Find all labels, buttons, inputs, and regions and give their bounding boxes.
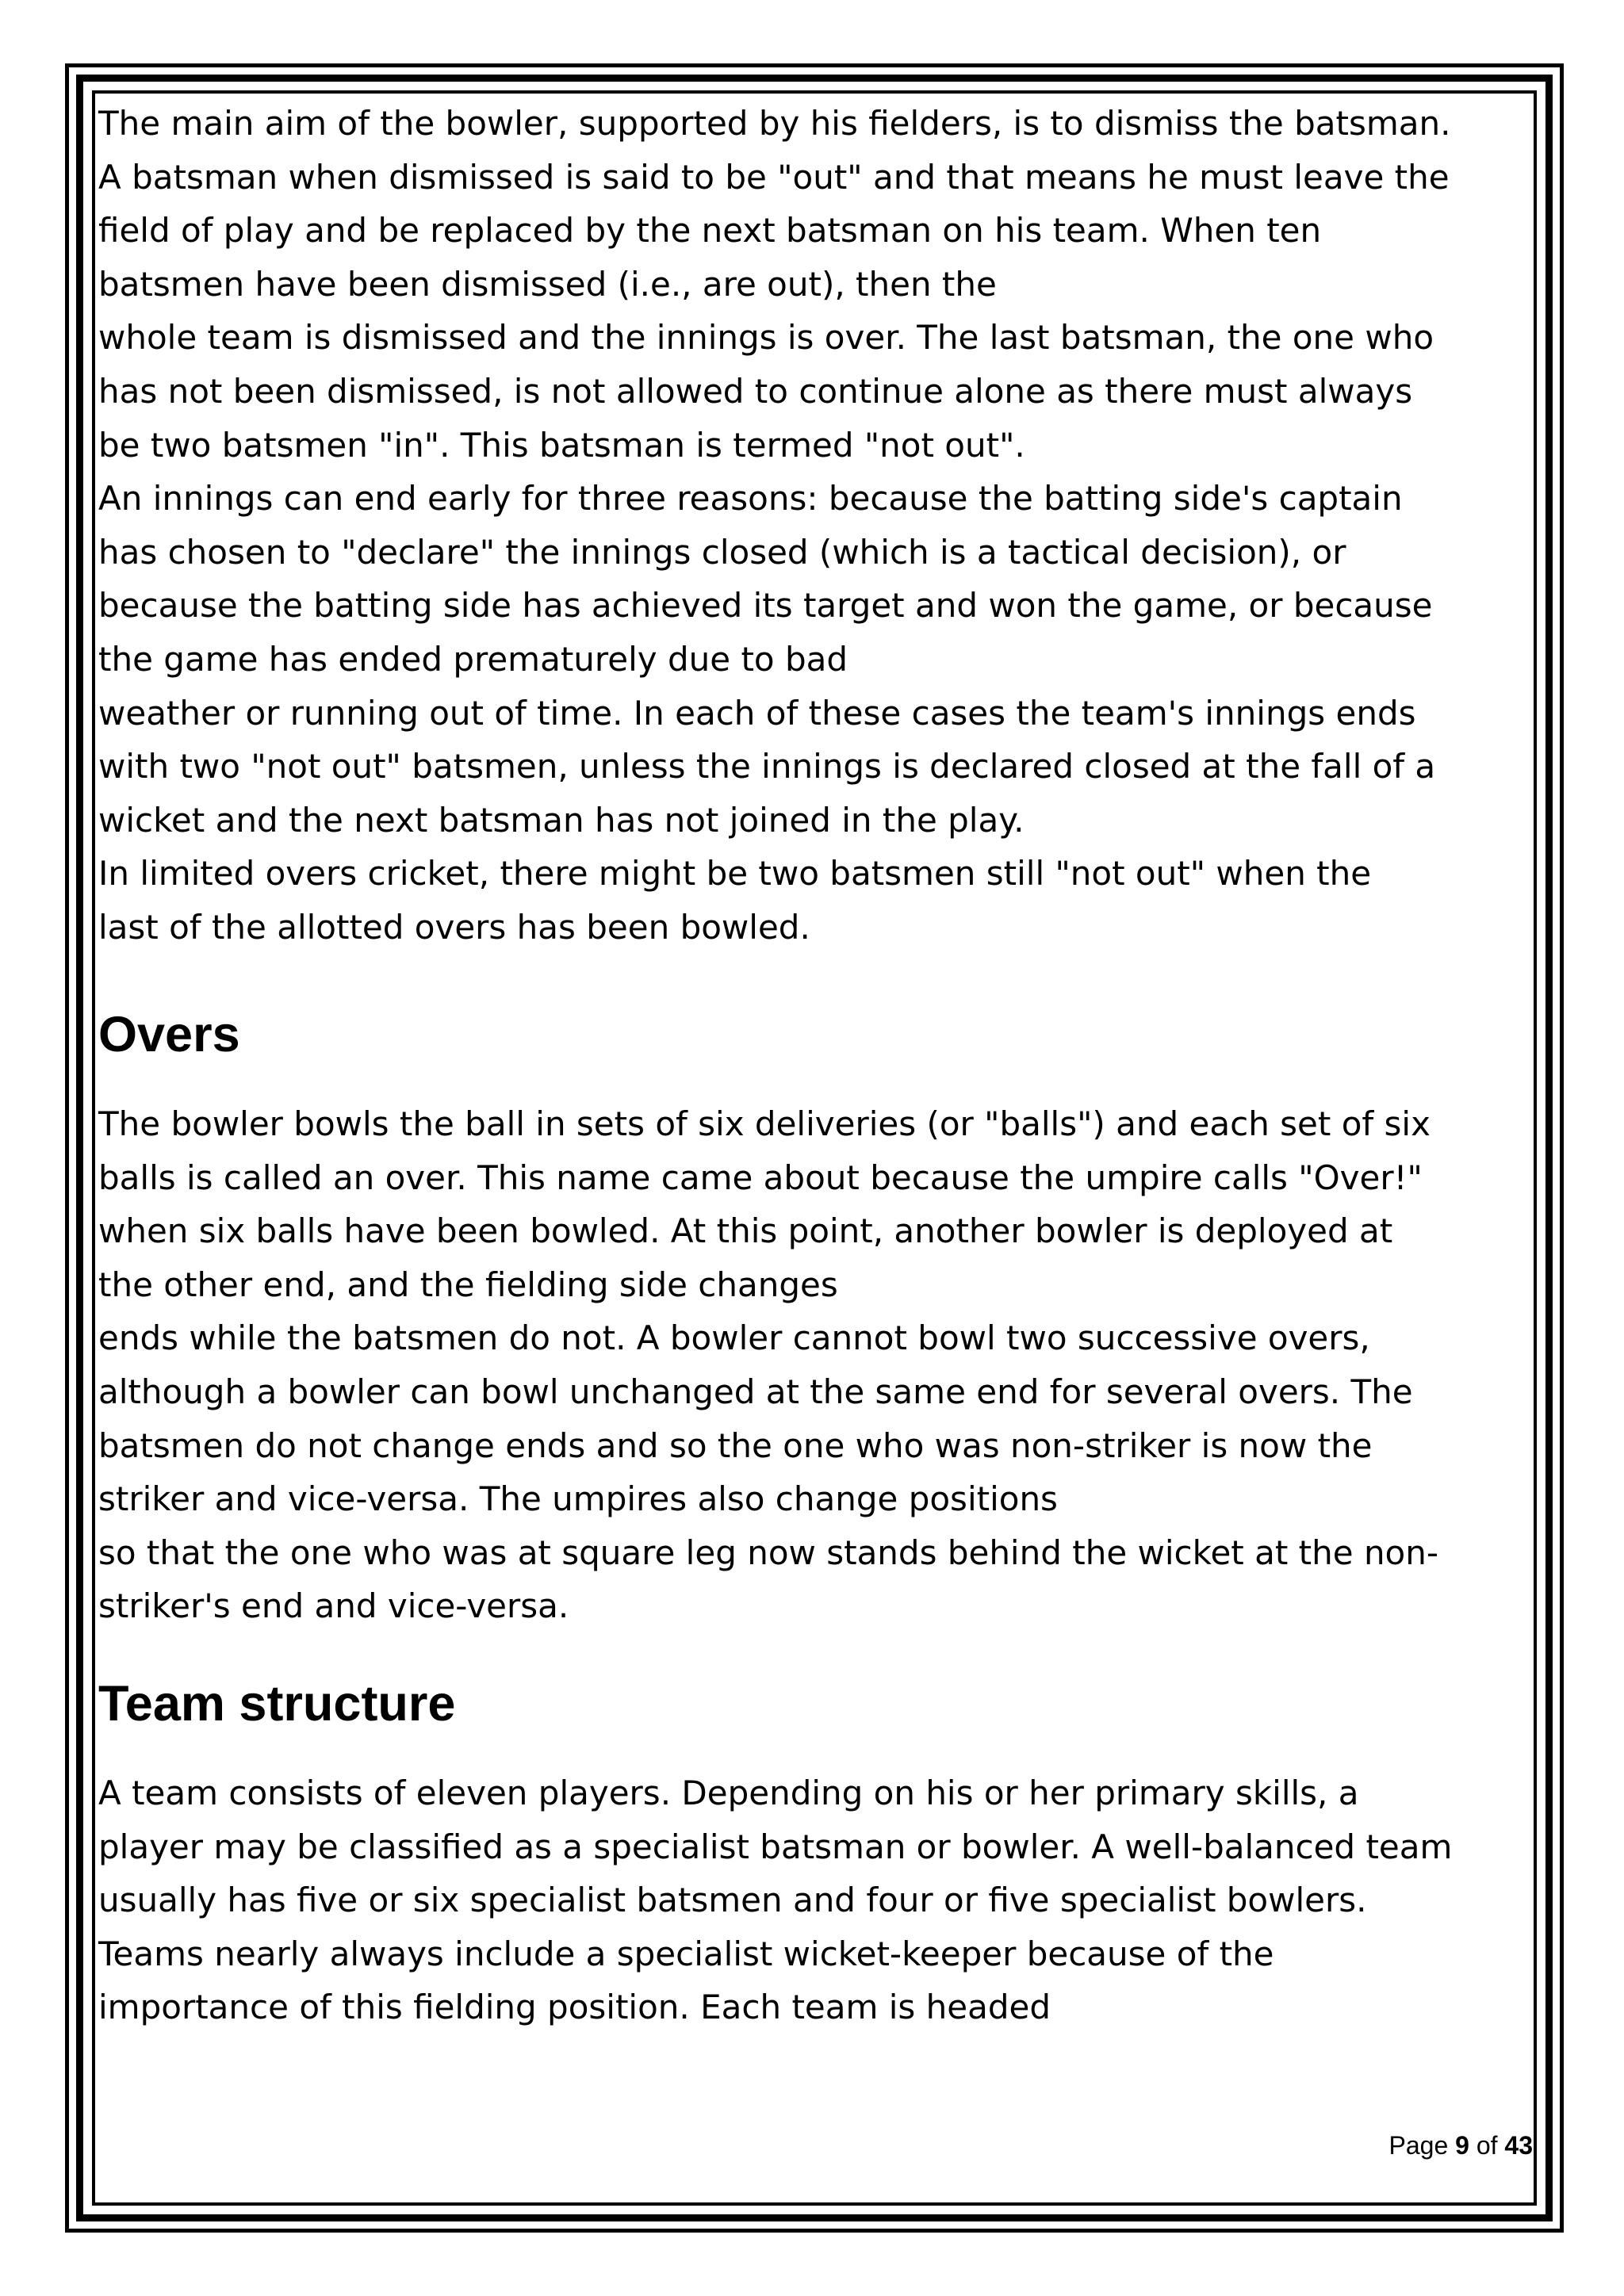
paragraph-line: whole team is dismissed and the innings is over. The last batsman, the one who (98, 318, 1434, 358)
page-number-prefix: Page (1388, 2131, 1449, 2160)
paragraph-line: field of play and be replaced by the next batsman on his team. When ten (98, 211, 1322, 251)
paragraph-line: A team consists of eleven players. Depending on his or her primary skills, a (98, 1774, 1359, 1812)
paragraph-line: be two batsmen "in". This batsman is termed "not out". (98, 425, 1025, 465)
page-number-current: 9 (1455, 2131, 1469, 2160)
paragraph-line: striker and vice-versa. The umpires also change positions (98, 1479, 1058, 1519)
paragraph-line: player may be classified as a specialist batsman or bowler. A well-balanced team (98, 1827, 1453, 1866)
paragraph-line: The main aim of the bowler, supported by his fielders, is to dismiss the batsman. (98, 104, 1451, 143)
page-number (1389, 2131, 1533, 2160)
paragraph-line: importance of this fielding position. Each team is headed (98, 1988, 1051, 2027)
section-heading-team-structure: Team structure (98, 1676, 456, 1732)
paragraph-line: batsmen do not change ends and so the one who was non-striker is now the (98, 1425, 1373, 1465)
paragraph-line: batsmen have been dismissed (i.e., are out), then the (98, 264, 997, 304)
overs-paragraph (98, 1097, 1438, 1633)
team-structure-paragraph (98, 1766, 1452, 2034)
paragraph-line: Teams nearly always include a specialist wicket-keeper because of the (98, 1934, 1274, 1973)
paragraph-line: A batsman when dismissed is said to be "out" and that means he must leave the (98, 157, 1450, 197)
paragraph-line: the game has ended prematurely due to bad (98, 639, 848, 679)
paragraph-line: In limited overs cricket, there might be two batsmen still "not out" when the (98, 854, 1372, 894)
paragraph-line: so that the one who was at square leg now stands behind the wicket at the non- (98, 1533, 1439, 1572)
paragraph-line: balls is called an over. This name came about because the umpire calls "Over!" (98, 1158, 1423, 1197)
paragraph-line: has not been dismissed, is not allowed to continue alone as there must always (98, 371, 1413, 411)
page-number-total: 43 (1504, 2131, 1533, 2160)
paragraph-line: weather or running out of time. In each of these cases the team's innings ends (98, 693, 1416, 733)
paragraph-line: last of the allotted overs has been bowled. (98, 907, 810, 947)
paragraph-line: when six balls have been bowled. At this point, another bowler is deployed at (98, 1211, 1393, 1251)
paragraph-line: has chosen to "declare" the innings closed (which is a tactical decision), or (98, 532, 1346, 572)
paragraph-line: usually has five or six specialist batsmen and four or five specialist bowlers. (98, 1881, 1367, 1920)
paragraph-line: the other end, and the fielding side changes (98, 1265, 838, 1304)
paragraph-line: The bowler bowls the ball in sets of six deliveries (or "balls") and each set of six (98, 1104, 1431, 1143)
section-heading-overs: Overs (98, 1007, 240, 1062)
paragraph-line: because the batting side has achieved its target and won the game, or because (98, 586, 1433, 626)
paragraph-line: with two "not out" batsmen, unless the innings is declared closed at the fall of a (98, 747, 1436, 786)
intro-paragraph (98, 97, 1451, 955)
paragraph-line: although a bowler can bowl unchanged at the same end for several overs. The (98, 1372, 1413, 1411)
page-number-of: of (1476, 2131, 1498, 2160)
paragraph-line: An innings can end early for three reasons: because the batting side's captain (98, 479, 1403, 519)
paragraph-line: striker's end and vice-versa. (98, 1586, 569, 1626)
paragraph-line: wicket and the next batsman has not joined in the play. (98, 800, 1025, 840)
paragraph-line: ends while the batsmen do not. A bowler cannot bowl two successive overs, (98, 1318, 1370, 1358)
